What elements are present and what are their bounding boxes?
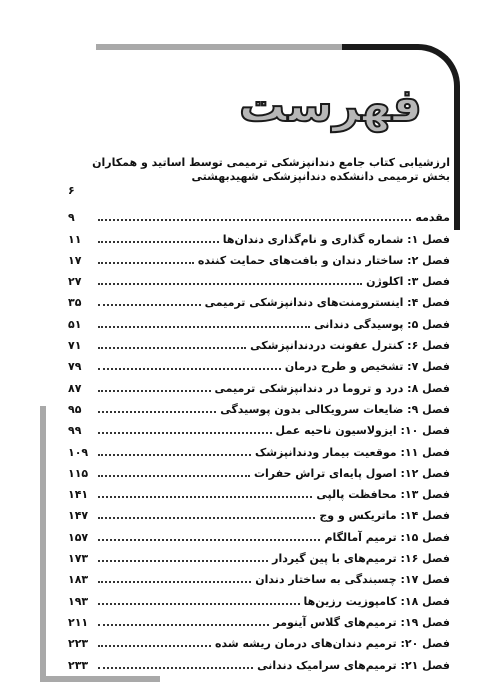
toc-entry-label: فصل ۱۶: ترمیم‌های با پین گیردار	[272, 552, 450, 566]
toc-entry[interactable]	[68, 650, 450, 671]
intro-entry-page: ۶	[68, 184, 75, 197]
toc-entry[interactable]	[68, 501, 450, 522]
toc-entry-page: ۱۸۳	[68, 573, 89, 587]
toc-entry-page: ۲۷	[68, 275, 82, 289]
dot-leader	[98, 262, 194, 264]
toc-entry[interactable]	[68, 480, 450, 501]
dot-leader	[98, 347, 246, 349]
dot-leader	[98, 539, 320, 541]
dot-leader	[98, 475, 250, 477]
toc-entry-label: فصل ۱۱: موقعیت بیمار ودندانپزشک	[254, 445, 450, 459]
intro-entry-label: ارزشیابی کتاب جامع دندانپزشکی ترمیمی توسط اساتید و همکاران بخش ترمیمی دانشکده دندانپزشکی شهیدبهشتی	[92, 156, 450, 183]
toc-entry-label: فصل ۱۳: محافظت پالپی	[316, 488, 450, 502]
toc-entry-page: ۱۴۷	[68, 509, 89, 523]
toc-entry-label: فصل ۵: پوسیدگی دندانی	[314, 317, 450, 331]
toc-entry-label: فصل ۳: اکلوژن	[366, 275, 450, 289]
toc-entry[interactable]	[68, 288, 450, 309]
toc-entry-label: فصل ۲: ساختار دندان و بافت‌های حمایت کننده	[197, 253, 450, 267]
toc-entry[interactable]	[68, 246, 450, 267]
dot-leader	[98, 560, 268, 562]
dot-leader	[98, 667, 253, 669]
toc-entry-page: ۱۱	[68, 232, 82, 246]
toc-entry-label: فصل ۱: شماره گذاری و نام‌گذاری دندان‌ها	[222, 232, 450, 246]
toc-entry-label: فصل ۱۵: ترمیم آمالگام	[324, 530, 450, 544]
toc-entry[interactable]	[68, 459, 450, 480]
dot-leader	[98, 219, 411, 221]
toc-entry-page: ۸۷	[68, 381, 82, 395]
toc-entry-label: فصل ۱۸: کامپوزیت رزین‌ها	[303, 594, 450, 608]
toc-entry[interactable]	[68, 586, 450, 607]
toc-entry-label: فصل ۱۰: ایزولاسیون ناحیه عمل	[275, 424, 450, 438]
toc-entry-label: فصل ۷: تشخیص و طرح درمان	[284, 360, 450, 374]
toc-entry-page: ۹	[68, 211, 75, 225]
toc-entry-label: فصل ۴: اینسترومنت‌های دندانپزشکی ترمیمی	[204, 296, 450, 310]
page-title: فهرست	[238, 78, 422, 132]
toc-entry-page: ۳۵	[68, 296, 82, 310]
toc-entry[interactable]	[68, 224, 450, 245]
dot-leader	[98, 603, 300, 605]
toc-entry-page: ۷۱	[68, 339, 82, 353]
toc-entry[interactable]	[68, 629, 450, 650]
toc-list	[68, 203, 450, 672]
dot-leader	[98, 368, 281, 370]
toc-entry-page: ۹۹	[68, 424, 82, 438]
toc-entry-label: فصل ۲۰: ترمیم دندان‌های درمان ریشه شده	[214, 637, 450, 651]
dot-leader	[98, 645, 211, 647]
toc-entry[interactable]	[68, 437, 450, 458]
toc-entry[interactable]	[68, 331, 450, 352]
toc-entry[interactable]	[68, 203, 450, 224]
toc-entry-label: فصل ۹: ضایعات سرویکالی بدون پوسیدگی	[220, 402, 450, 416]
toc-entry-label: فصل ۲۱: ترمیم‌های سرامیک دندانی	[257, 658, 450, 672]
toc-entry-page: ۱۵۷	[68, 530, 89, 544]
dot-leader	[98, 241, 219, 243]
table-of-contents	[68, 156, 450, 672]
dot-leader	[98, 517, 315, 519]
toc-entry-page: ۹۵	[68, 402, 82, 416]
dot-leader	[98, 624, 269, 626]
dot-leader	[98, 496, 312, 498]
dot-leader	[98, 454, 251, 456]
toc-entry-page: ۱۰۹	[68, 445, 89, 459]
dot-leader	[98, 581, 251, 583]
toc-entry[interactable]	[68, 565, 450, 586]
toc-entry-label: فصل ۱۴: ماتریکس و وج	[319, 509, 450, 523]
toc-entry-page: ۱۹۳	[68, 594, 89, 608]
toc-entry-page: ۲۲۳	[68, 637, 89, 651]
toc-entry-page: ۵۱	[68, 317, 82, 331]
toc-entry[interactable]	[68, 373, 450, 394]
toc-entry-label: فصل ۶: کنترل عفونت دردندانپزشکی	[250, 339, 450, 353]
toc-entry-label: فصل ۱۹: ترمیم‌های گلاس آینومر	[273, 615, 450, 629]
toc-entry[interactable]	[68, 267, 450, 288]
toc-entry[interactable]	[68, 395, 450, 416]
toc-entry-page: ۲۳۳	[68, 658, 89, 672]
toc-entry-page: ۱۷۳	[68, 552, 89, 566]
decorative-right-bar	[454, 140, 460, 230]
dot-leader	[98, 326, 310, 328]
dot-leader	[98, 390, 211, 392]
toc-entry-page: ۲۱۱	[68, 615, 89, 629]
toc-entry-page: ۱۷	[68, 253, 82, 267]
toc-entry[interactable]	[68, 352, 450, 373]
toc-entry-label: فصل ۱۲: اصول پایه‌ای تراش حفرات	[253, 466, 450, 480]
toc-entry[interactable]	[68, 544, 450, 565]
dot-leader	[98, 411, 216, 413]
toc-entry-page: ۱۴۱	[68, 488, 89, 502]
toc-entry-page: ۱۱۵	[68, 466, 89, 480]
decorative-bottom-bar	[40, 676, 160, 682]
toc-entry-page: ۷۹	[68, 360, 82, 374]
toc-entry-label: فصل ۱۷: چسبندگی به ساختار دندان	[255, 573, 450, 587]
decorative-top-bar-gray	[96, 44, 342, 50]
toc-entry[interactable]	[68, 309, 450, 330]
toc-entry[interactable]	[68, 522, 450, 543]
dot-leader	[98, 283, 362, 285]
toc-entry[interactable]	[68, 608, 450, 629]
toc-entry-label: مقدمه	[415, 211, 450, 225]
dot-leader	[98, 304, 201, 306]
toc-entry-label: فصل ۸: درد و تروما در دندانپزشکی ترمیمی	[214, 381, 450, 395]
dot-leader	[98, 432, 272, 434]
decorative-left-bar	[40, 406, 46, 676]
toc-entry[interactable]	[68, 416, 450, 437]
